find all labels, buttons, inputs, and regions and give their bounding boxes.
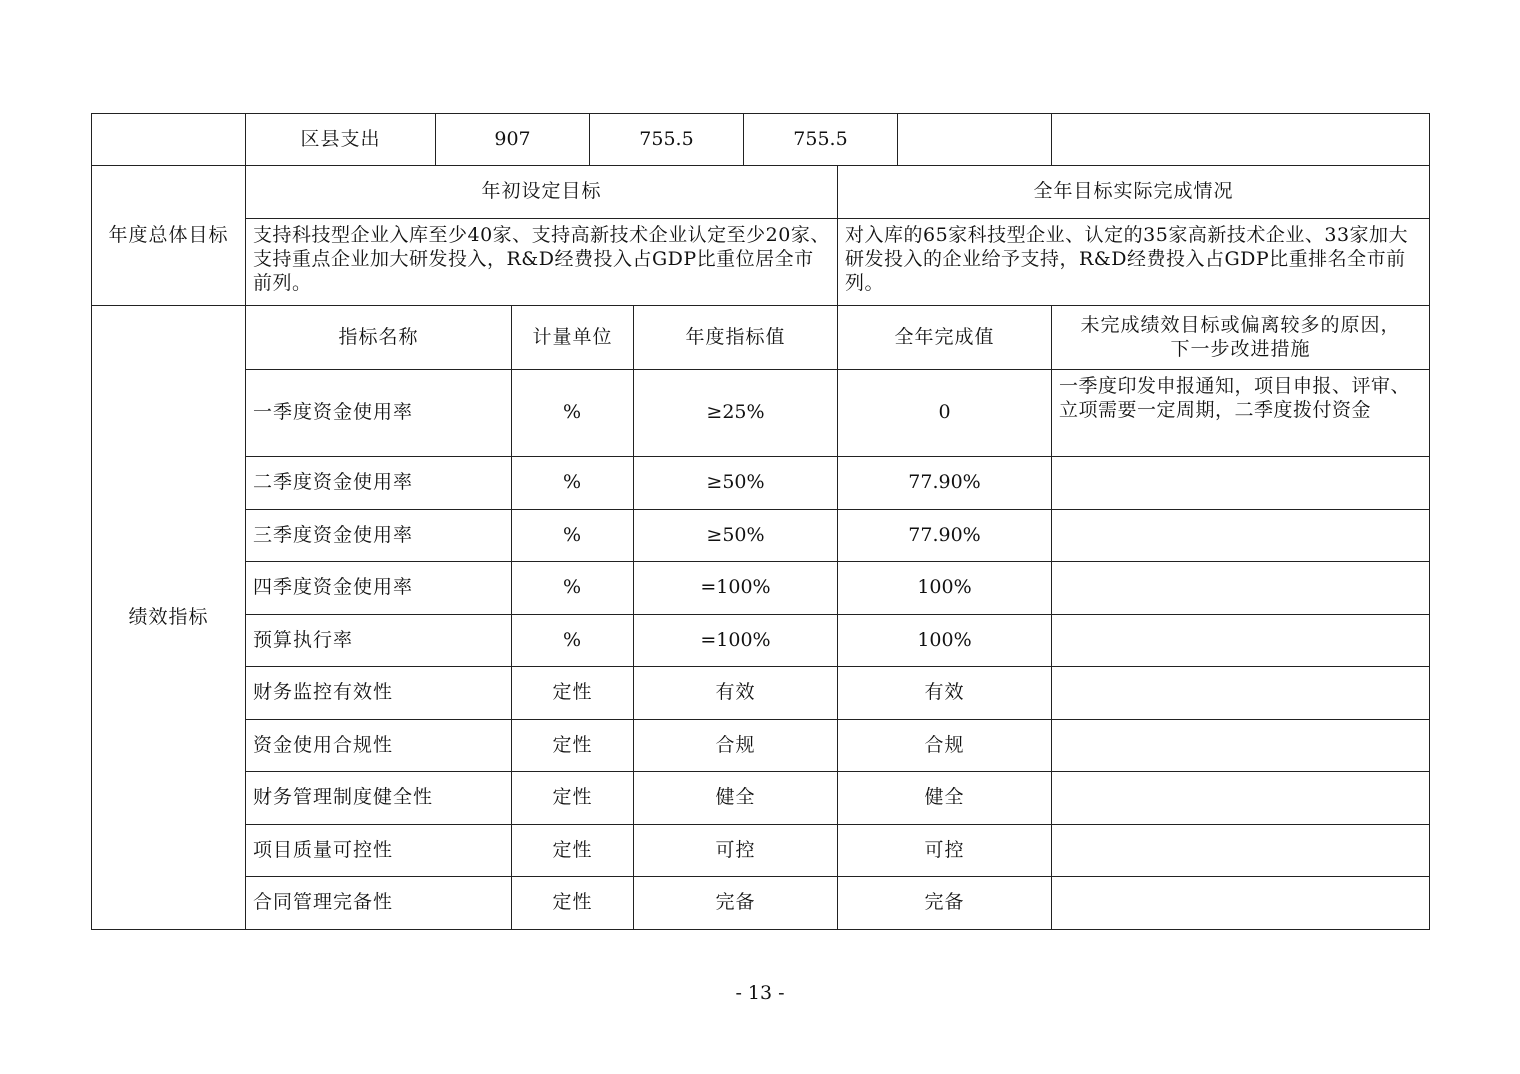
- indicator-name: 财务监控有效性: [245, 666, 512, 720]
- indicator-actual: 有效: [837, 666, 1052, 720]
- initial-goal-text: 支持科技型企业入库至少40家、支持高新技术企业认定至少20家、支持重点企业加大研发投入，R&D经费投入占GDP比重位居全市前列。: [245, 218, 838, 306]
- indicator-reason: [1051, 456, 1430, 510]
- header-indicator-name: 指标名称: [245, 305, 512, 370]
- indicator-name: 预算执行率: [245, 614, 512, 667]
- header-annual-target: 年度指标值: [633, 305, 838, 370]
- budget-value-3-cell: 755.5: [743, 113, 898, 166]
- indicator-actual: 77.90%: [837, 456, 1052, 510]
- indicator-target: =100%: [633, 614, 838, 667]
- indicator-reason: [1051, 876, 1430, 930]
- indicator-name: 一季度资金使用率: [245, 369, 512, 457]
- indicator-actual: 可控: [837, 824, 1052, 877]
- indicator-name: 三季度资金使用率: [245, 509, 512, 562]
- indicator-actual: 完备: [837, 876, 1052, 930]
- indicator-unit: 定性: [511, 666, 634, 720]
- indicator-name: 资金使用合规性: [245, 719, 512, 772]
- indicator-reason: [1051, 719, 1430, 772]
- header-reason: 未完成绩效目标或偏离较多的原因，下一步改进措施: [1051, 305, 1430, 370]
- actual-goal-text: 对入库的65家科技型企业、认定的35家高新技术企业、33家加大研发投入的企业给予支持，R&D经费投入占GDP比重排名全市前列。: [837, 218, 1430, 306]
- indicator-name: 项目质量可控性: [245, 824, 512, 877]
- indicator-name: 合同管理完备性: [245, 876, 512, 930]
- actual-goal-header: 全年目标实际完成情况: [837, 165, 1430, 219]
- indicator-target: ≥50%: [633, 456, 838, 510]
- indicator-actual: 0: [837, 369, 1052, 457]
- indicator-actual: 合规: [837, 719, 1052, 772]
- page-number: - 13 -: [735, 982, 785, 1004]
- indicator-unit: 定性: [511, 771, 634, 825]
- budget-value-2-cell: 755.5: [589, 113, 744, 166]
- indicator-reason: [1051, 666, 1430, 720]
- indicator-name: 四季度资金使用率: [245, 561, 512, 615]
- header-actual-value: 全年完成值: [837, 305, 1052, 370]
- indicator-reason: 一季度印发申报通知，项目申报、评审、立项需要一定周期，二季度拨付资金: [1051, 369, 1430, 457]
- indicator-target: ≥25%: [633, 369, 838, 457]
- indicator-reason: [1051, 824, 1430, 877]
- indicator-target: 合规: [633, 719, 838, 772]
- header-unit: 计量单位: [511, 305, 634, 370]
- initial-goal-header: 年初设定目标: [245, 165, 838, 219]
- indicator-unit: 定性: [511, 824, 634, 877]
- indicator-target: ≥50%: [633, 509, 838, 562]
- indicator-target: 完备: [633, 876, 838, 930]
- indicator-unit: %: [511, 456, 634, 510]
- indicator-unit: %: [511, 509, 634, 562]
- indicator-name: 二季度资金使用率: [245, 456, 512, 510]
- indicator-actual: 100%: [837, 614, 1052, 667]
- indicator-actual: 健全: [837, 771, 1052, 825]
- indicator-unit: 定性: [511, 876, 634, 930]
- indicator-target: 健全: [633, 771, 838, 825]
- budget-category-cell: [91, 113, 246, 166]
- indicator-unit: 定性: [511, 719, 634, 772]
- budget-value-1-cell: 907: [435, 113, 590, 166]
- budget-value-5-cell: [1051, 113, 1430, 166]
- indicator-reason: [1051, 561, 1430, 615]
- indicator-name: 财务管理制度健全性: [245, 771, 512, 825]
- budget-label-cell: 区县支出: [245, 113, 436, 166]
- indicator-unit: %: [511, 614, 634, 667]
- annual-goals-label: 年度总体目标: [91, 165, 246, 306]
- budget-value-4-cell: [897, 113, 1052, 166]
- indicator-reason: [1051, 509, 1430, 562]
- indicator-reason: [1051, 771, 1430, 825]
- indicator-actual: 100%: [837, 561, 1052, 615]
- indicator-unit: %: [511, 369, 634, 457]
- indicator-target: 有效: [633, 666, 838, 720]
- performance-indicators-label: 绩效指标: [91, 305, 246, 930]
- indicator-target: 可控: [633, 824, 838, 877]
- indicator-target: =100%: [633, 561, 838, 615]
- indicator-unit: %: [511, 561, 634, 615]
- indicator-reason: [1051, 614, 1430, 667]
- indicator-actual: 77.90%: [837, 509, 1052, 562]
